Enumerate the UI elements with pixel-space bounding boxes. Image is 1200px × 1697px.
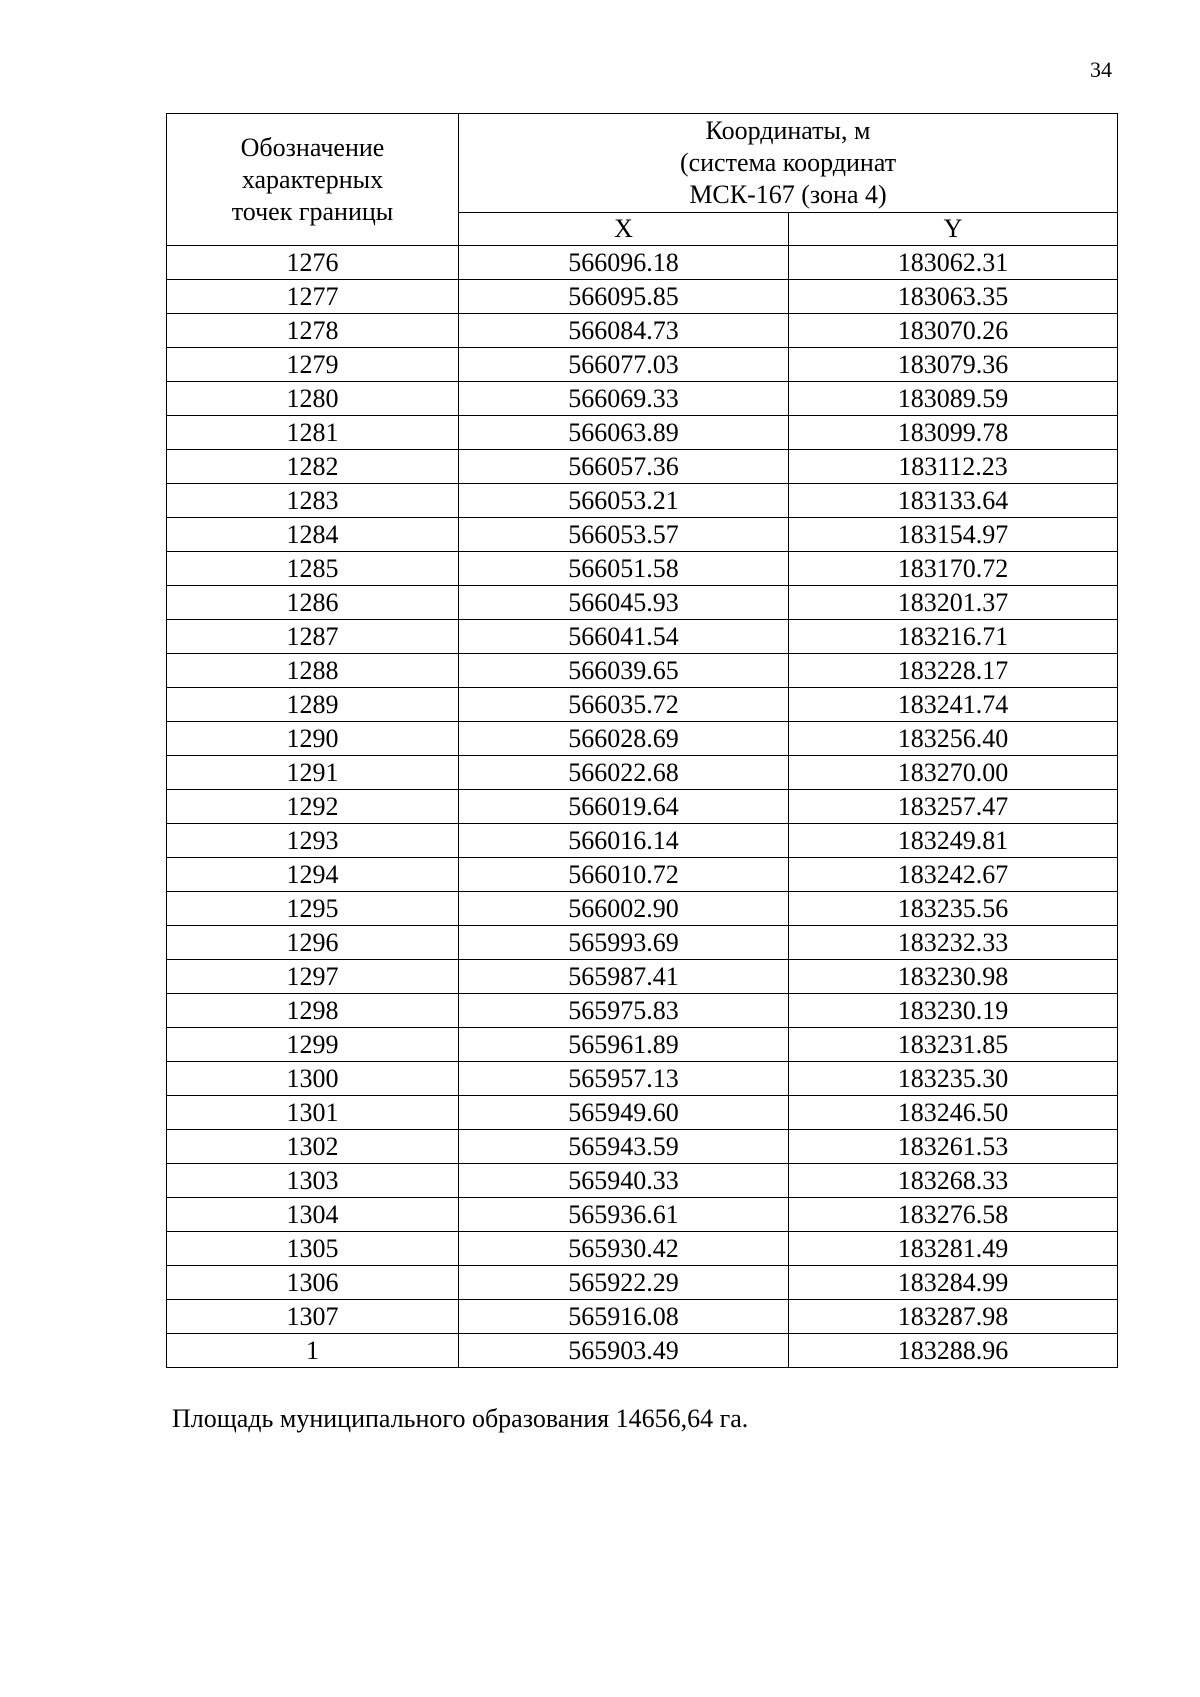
x-cell: 566077.03 xyxy=(459,348,789,382)
y-cell: 183089.59 xyxy=(789,382,1118,416)
point-cell: 1293 xyxy=(167,824,459,858)
coord-header-line: МСК-167 (зона 4) xyxy=(689,180,887,209)
table-row xyxy=(167,1130,1118,1164)
table-row xyxy=(167,280,1118,314)
y-cell: 183079.36 xyxy=(789,348,1118,382)
x-cell: 566063.89 xyxy=(459,416,789,450)
point-cell: 1291 xyxy=(167,756,459,790)
x-cell: 565922.29 xyxy=(459,1266,789,1300)
table-row xyxy=(167,348,1118,382)
x-cell: 566051.58 xyxy=(459,552,789,586)
table-row xyxy=(167,1164,1118,1198)
y-cell: 183246.50 xyxy=(789,1096,1118,1130)
point-cell: 1282 xyxy=(167,450,459,484)
y-cell: 183257.47 xyxy=(789,790,1118,824)
point-cell: 1289 xyxy=(167,688,459,722)
page-number: 34 xyxy=(1090,57,1112,82)
y-cell: 183232.33 xyxy=(789,926,1118,960)
point-cell: 1297 xyxy=(167,960,459,994)
table-row xyxy=(167,654,1118,688)
table-row xyxy=(167,552,1118,586)
y-cell: 183287.98 xyxy=(789,1300,1118,1334)
table-body xyxy=(167,246,1118,1368)
point-cell: 1295 xyxy=(167,892,459,926)
point-cell: 1292 xyxy=(167,790,459,824)
x-cell: 565987.41 xyxy=(459,960,789,994)
x-cell: 566069.33 xyxy=(459,382,789,416)
table-row xyxy=(167,382,1118,416)
point-cell: 1280 xyxy=(167,382,459,416)
x-cell: 566041.54 xyxy=(459,620,789,654)
point-header-line: точек границы xyxy=(231,196,394,226)
table-row xyxy=(167,994,1118,1028)
y-cell: 183216.71 xyxy=(789,620,1118,654)
y-cell: 183249.81 xyxy=(789,824,1118,858)
x-cell: 566019.64 xyxy=(459,790,789,824)
table-row xyxy=(167,1096,1118,1130)
table-row xyxy=(167,620,1118,654)
x-cell: 566039.65 xyxy=(459,654,789,688)
point-header-line: характерных xyxy=(241,164,384,194)
point-cell: 1301 xyxy=(167,1096,459,1130)
x-cell: 565916.08 xyxy=(459,1300,789,1334)
x-cell: 566016.14 xyxy=(459,824,789,858)
y-cell: 183230.98 xyxy=(789,960,1118,994)
point-cell: 1307 xyxy=(167,1300,459,1334)
point-cell: 1276 xyxy=(167,246,459,280)
x-cell: 566022.68 xyxy=(459,756,789,790)
table-row xyxy=(167,1232,1118,1266)
y-cell: 183288.96 xyxy=(789,1334,1118,1368)
table-row xyxy=(167,688,1118,722)
table-row xyxy=(167,722,1118,756)
y-cell: 183281.49 xyxy=(789,1232,1118,1266)
coord-header-line: Координаты, м xyxy=(705,116,871,145)
point-cell: 1296 xyxy=(167,926,459,960)
x-cell: 565957.13 xyxy=(459,1062,789,1096)
y-cell: 183242.67 xyxy=(789,858,1118,892)
point-cell: 1306 xyxy=(167,1266,459,1300)
x-cell: 566084.73 xyxy=(459,314,789,348)
point-cell: 1285 xyxy=(167,552,459,586)
table-header-row xyxy=(167,114,1118,213)
x-column-header: X xyxy=(459,213,789,246)
point-cell: 1300 xyxy=(167,1062,459,1096)
table-row xyxy=(167,586,1118,620)
point-cell: 1304 xyxy=(167,1198,459,1232)
table-row xyxy=(167,1334,1118,1368)
x-cell: 565961.89 xyxy=(459,1028,789,1062)
table-row xyxy=(167,314,1118,348)
x-cell: 565940.33 xyxy=(459,1164,789,1198)
y-cell: 183170.72 xyxy=(789,552,1118,586)
y-cell: 183270.00 xyxy=(789,756,1118,790)
x-cell: 565975.83 xyxy=(459,994,789,1028)
point-cell: 1294 xyxy=(167,858,459,892)
y-cell: 183201.37 xyxy=(789,586,1118,620)
table-row xyxy=(167,1300,1118,1334)
point-cell: 1298 xyxy=(167,994,459,1028)
point-cell: 1281 xyxy=(167,416,459,450)
table-row xyxy=(167,246,1118,280)
x-cell: 566002.90 xyxy=(459,892,789,926)
y-cell: 183241.74 xyxy=(789,688,1118,722)
y-cell: 183099.78 xyxy=(789,416,1118,450)
table-row xyxy=(167,1198,1118,1232)
y-cell: 183154.97 xyxy=(789,518,1118,552)
point-header-line: Обозначение xyxy=(240,132,385,162)
table-row xyxy=(167,858,1118,892)
x-cell: 566045.93 xyxy=(459,586,789,620)
table-row xyxy=(167,824,1118,858)
x-cell: 565949.60 xyxy=(459,1096,789,1130)
y-cell: 183276.58 xyxy=(789,1198,1118,1232)
point-cell: 1288 xyxy=(167,654,459,688)
y-cell: 183133.64 xyxy=(789,484,1118,518)
coord-header-line: (система координат xyxy=(679,148,897,177)
y-cell: 183062.31 xyxy=(789,246,1118,280)
y-cell: 183230.19 xyxy=(789,994,1118,1028)
point-cell: 1305 xyxy=(167,1232,459,1266)
y-cell: 183261.53 xyxy=(789,1130,1118,1164)
x-cell: 565930.42 xyxy=(459,1232,789,1266)
table-row xyxy=(167,790,1118,824)
table-row xyxy=(167,892,1118,926)
point-cell: 1287 xyxy=(167,620,459,654)
table-row xyxy=(167,926,1118,960)
point-cell: 1278 xyxy=(167,314,459,348)
table-row xyxy=(167,484,1118,518)
y-cell: 183063.35 xyxy=(789,280,1118,314)
table-row xyxy=(167,960,1118,994)
table-row xyxy=(167,1062,1118,1096)
y-cell: 183235.56 xyxy=(789,892,1118,926)
coordinates-table xyxy=(166,113,1118,1368)
x-cell: 566095.85 xyxy=(459,280,789,314)
area-note: Площадь муниципального образования 14656,64 га. xyxy=(172,1404,749,1433)
point-cell: 1 xyxy=(167,1334,459,1368)
y-cell: 183235.30 xyxy=(789,1062,1118,1096)
x-cell: 566053.21 xyxy=(459,484,789,518)
table-row xyxy=(167,518,1118,552)
x-cell: 565943.59 xyxy=(459,1130,789,1164)
point-column-header xyxy=(167,114,459,246)
y-cell: 183112.23 xyxy=(789,450,1118,484)
x-cell: 566096.18 xyxy=(459,246,789,280)
point-cell: 1277 xyxy=(167,280,459,314)
table-row xyxy=(167,1028,1118,1062)
y-column-header: Y xyxy=(789,213,1118,246)
y-cell: 183228.17 xyxy=(789,654,1118,688)
point-cell: 1279 xyxy=(167,348,459,382)
y-cell: 183256.40 xyxy=(789,722,1118,756)
point-cell: 1290 xyxy=(167,722,459,756)
coordinates-column-header xyxy=(459,114,1118,213)
x-cell: 566053.57 xyxy=(459,518,789,552)
point-cell: 1284 xyxy=(167,518,459,552)
point-cell: 1286 xyxy=(167,586,459,620)
y-cell: 183284.99 xyxy=(789,1266,1118,1300)
table-row xyxy=(167,756,1118,790)
y-cell: 183070.26 xyxy=(789,314,1118,348)
x-cell: 566028.69 xyxy=(459,722,789,756)
point-cell: 1302 xyxy=(167,1130,459,1164)
point-cell: 1303 xyxy=(167,1164,459,1198)
x-cell: 566010.72 xyxy=(459,858,789,892)
table-row xyxy=(167,1266,1118,1300)
table-row xyxy=(167,416,1118,450)
point-cell: 1299 xyxy=(167,1028,459,1062)
x-cell: 565936.61 xyxy=(459,1198,789,1232)
y-cell: 183231.85 xyxy=(789,1028,1118,1062)
x-cell: 566035.72 xyxy=(459,688,789,722)
y-cell: 183268.33 xyxy=(789,1164,1118,1198)
x-cell: 565903.49 xyxy=(459,1334,789,1368)
point-cell: 1283 xyxy=(167,484,459,518)
x-cell: 566057.36 xyxy=(459,450,789,484)
x-cell: 565993.69 xyxy=(459,926,789,960)
table-row xyxy=(167,450,1118,484)
